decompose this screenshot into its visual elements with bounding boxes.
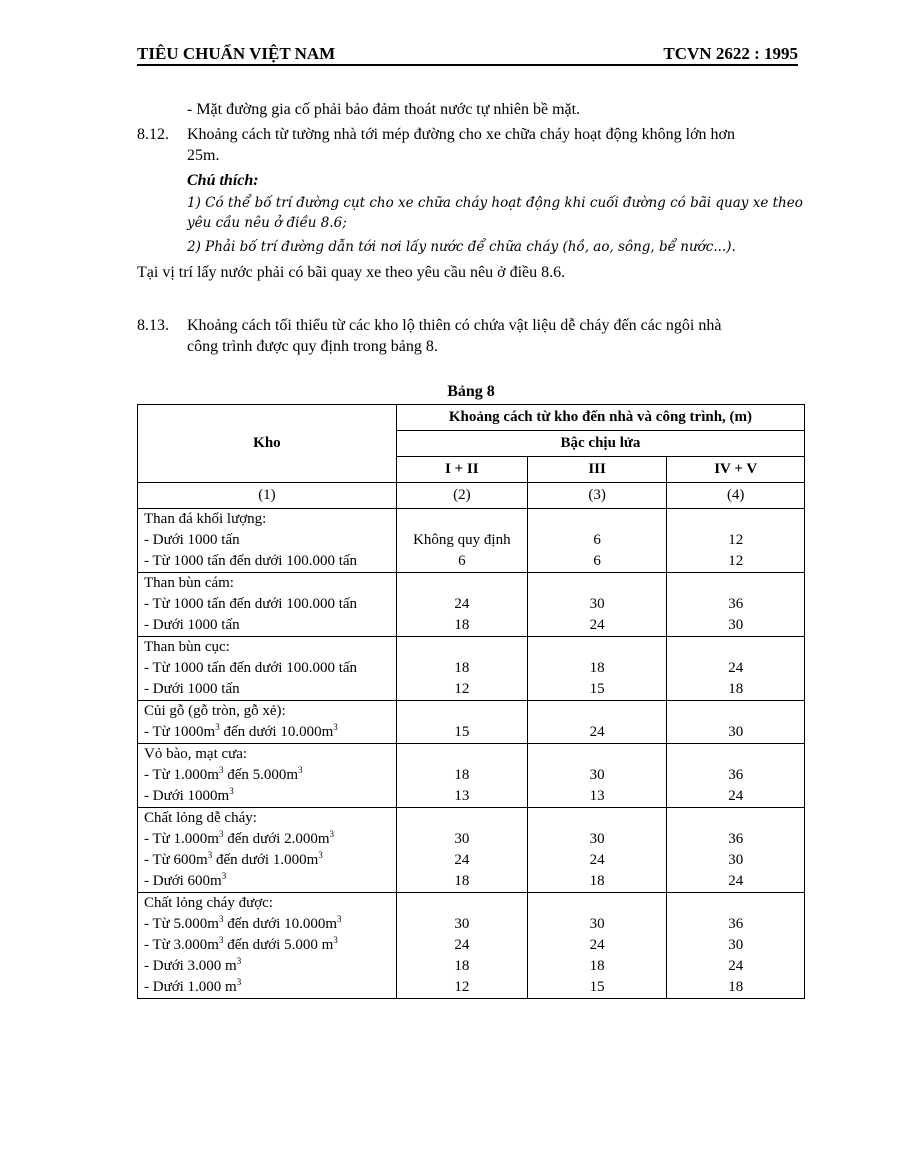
distance-value: 36 — [728, 916, 744, 932]
note-title: Chú thích: — [187, 172, 259, 189]
distance-value: 18 — [589, 958, 605, 974]
distance-value: 6 — [593, 532, 601, 548]
distance-value: 6 — [458, 553, 466, 569]
distance-value: 30 — [589, 596, 605, 612]
distance-value: 36 — [728, 767, 744, 783]
distance-value: 12 — [454, 681, 470, 697]
storage-type-cell — [138, 808, 397, 893]
distance-value: 24 — [589, 852, 605, 868]
storage-group-title: Than bùn cám: — [144, 575, 234, 591]
storage-row-label: - Dưới $600m^3$ — [144, 871, 227, 889]
distance-value: 18 — [454, 958, 470, 974]
table-row — [138, 893, 805, 999]
distance-value: 30 — [589, 831, 605, 847]
distance-value: 24 — [454, 937, 470, 953]
distance-value: 30 — [728, 724, 744, 740]
intro-bullet: - Mặt đường gia cố phải bảo đảm thoát nước tự nhiên bề mặt. — [187, 101, 581, 118]
storage-group-title: Than đá khối lượng: — [144, 511, 267, 527]
storage-group-title: Chất lỏng dễ cháy: — [144, 810, 257, 826]
distance-value: 18 — [454, 660, 470, 676]
table-row — [138, 744, 805, 808]
table-row — [138, 808, 805, 893]
storage-row-label: - Dưới 1.000 $m^3$ — [144, 977, 242, 995]
distance-value: 18 — [454, 617, 470, 633]
storage-type-cell — [138, 509, 397, 573]
storage-row-label: - Dưới 1000 tấn — [144, 532, 240, 548]
distance-value: 30 — [728, 617, 744, 633]
header-fire-rating: Bậc chịu lửa — [396, 431, 804, 457]
distance-value: 24 — [728, 788, 744, 804]
section-8-13-text-1: Khoảng cách tối thiểu từ các kho lộ thiên có chứa vật liệu dễ cháy đến các ngôi nhà — [187, 317, 722, 334]
header-rule — [137, 64, 798, 66]
distance-value: 30 — [589, 916, 605, 932]
distance-value-cell — [396, 808, 527, 893]
distance-value: 6 — [593, 553, 601, 569]
index-cell-4: (4) — [667, 483, 805, 509]
distance-value: 12 — [454, 979, 470, 995]
distance-value: 24 — [589, 617, 605, 633]
storage-row-label: - Dưới $1000m^3$ — [144, 786, 234, 804]
distance-value: 18 — [454, 767, 470, 783]
distance-value: 24 — [728, 958, 744, 974]
note-2: 2) Phải bố trí đường dẫn tới nơi lấy nước để chữa cháy (hồ, ao, sông, bể nước...). — [187, 239, 736, 255]
distance-value: 18 — [589, 873, 605, 889]
distance-value: 15 — [454, 724, 470, 740]
distance-value: 30 — [728, 937, 744, 953]
storage-row-label: - Từ 1000 tấn đến dưới 100.000 tấn — [144, 553, 358, 569]
distance-value-cell — [527, 701, 667, 744]
storage-type-cell — [138, 637, 397, 701]
storage-group-title: Chất lỏng cháy được: — [144, 895, 273, 911]
distance-value: 18 — [589, 660, 605, 676]
storage-type-cell — [138, 744, 397, 808]
distance-value-cell — [396, 509, 527, 573]
distance-value: 24 — [589, 937, 605, 953]
distance-value: 18 — [728, 979, 744, 995]
distance-value-cell — [527, 573, 667, 637]
distance-value: 36 — [728, 831, 744, 847]
table-row — [138, 701, 805, 744]
distance-value-cell — [527, 637, 667, 701]
storage-group-title: Than bùn cục: — [144, 639, 230, 655]
section-8-12-text-2: 25m. — [187, 147, 220, 164]
storage-row-label: - Từ 1000 tấn đến dưới 100.000 tấn — [144, 596, 358, 612]
distance-value-cell — [396, 701, 527, 744]
header-title: TIÊU CHUẨN VIỆT NAM — [137, 44, 336, 63]
table-row — [138, 637, 805, 701]
note-1-line-2: yêu cầu nêu ở điều 8.6; — [187, 215, 347, 231]
distance-value: 24 — [589, 724, 605, 740]
header-col-4-5: IV + V — [667, 457, 805, 483]
header-col-1-2: I + II — [396, 457, 527, 483]
table-caption: Bảng 8 — [447, 383, 495, 400]
distance-value: 12 — [728, 532, 744, 548]
distance-value: 24 — [454, 852, 470, 868]
storage-row-label: - Từ $1.000m^3$ đến $5.000m^3$ — [144, 765, 303, 783]
distance-value-cell — [396, 637, 527, 701]
header-col-3: III — [527, 457, 667, 483]
distance-value: 15 — [589, 979, 605, 995]
distance-value-cell — [667, 573, 805, 637]
distance-value-cell — [527, 893, 667, 999]
storage-row-label: - Dưới 1000 tấn — [144, 681, 240, 697]
storage-type-cell — [138, 893, 397, 999]
distance-value-cell — [667, 744, 805, 808]
distance-value-cell — [527, 808, 667, 893]
distance-value: 24 — [454, 596, 470, 612]
section-8-13-number: 8.13. — [137, 317, 169, 334]
index-cell-2: (2) — [396, 483, 527, 509]
storage-group-title: Củi gỗ (gỗ tròn, gỗ xẻ): — [144, 703, 286, 719]
distance-value-cell — [396, 573, 527, 637]
distance-value: 18 — [728, 681, 744, 697]
storage-row-label: - Từ 1000 tấn đến dưới 100.000 tấn — [144, 660, 358, 676]
distance-value: 30 — [454, 831, 470, 847]
header-kho: Kho — [138, 405, 397, 483]
distance-value: 24 — [728, 873, 744, 889]
distance-value-cell — [667, 701, 805, 744]
storage-row-label: - Từ $3.000m^3$ đến dưới 5.000 $m^3$ — [144, 935, 338, 953]
distance-value: 12 — [728, 553, 744, 569]
storage-group-title: Vỏ bào, mạt cưa: — [144, 746, 248, 762]
distance-value: 24 — [728, 660, 744, 676]
distance-value: 36 — [728, 596, 744, 612]
index-cell-1: (1) — [138, 483, 397, 509]
section-8-13-text-2: công trình được quy định trong bảng 8. — [187, 338, 438, 355]
storage-row-label: - Dưới 3.000 $m^3$ — [144, 956, 242, 974]
distance-value-cell — [396, 744, 527, 808]
distance-value-cell — [667, 808, 805, 893]
section-8-12-number: 8.12. — [137, 126, 169, 143]
distance-table — [137, 404, 805, 999]
storage-type-cell — [138, 573, 397, 637]
distance-value-cell — [667, 509, 805, 573]
after-note-text: Tại vị trí lấy nước phải có bãi quay xe theo yêu cầu nêu ở điều 8.6. — [137, 264, 566, 281]
header-standard-code: TCVN 2622 : 1995 — [663, 44, 798, 63]
storage-row-label: - Từ $600m^3$ đến dưới $1.000m^3$ — [144, 850, 323, 868]
storage-type-cell — [138, 701, 397, 744]
index-cell-3: (3) — [527, 483, 667, 509]
section-8-12-text-1: Khoảng cách từ tường nhà tới mép đường cho xe chữa cháy hoạt động không lớn hơn — [187, 126, 735, 143]
distance-value-cell — [527, 509, 667, 573]
distance-value: Không quy định — [413, 532, 511, 548]
distance-value: 30 — [454, 916, 470, 932]
storage-row-label: - Từ $1.000m^3$ đến dưới $2.000m^3$ — [144, 829, 334, 847]
distance-value: 30 — [589, 767, 605, 783]
storage-row-label: - Từ $1000m^3$ đến dưới $10.000m^3$ — [144, 722, 338, 740]
table-row — [138, 509, 805, 573]
distance-value-cell — [527, 744, 667, 808]
distance-value: 18 — [454, 873, 470, 889]
distance-value: 30 — [728, 852, 744, 868]
distance-value-cell — [667, 637, 805, 701]
distance-value: 13 — [454, 788, 470, 804]
distance-value: 15 — [589, 681, 605, 697]
distance-value-cell — [667, 893, 805, 999]
storage-row-label: - Từ $5.000m^3$ đến dưới $10.000m^3$ — [144, 914, 342, 932]
table-row — [138, 573, 805, 637]
distance-value: 13 — [589, 788, 605, 804]
note-1-line-1: 1) Có thể bố trí đường cụt cho xe chữa cháy hoạt động khi cuối đường có bãi quay xe theo — [187, 195, 803, 211]
header-distance: Khoảng cách từ kho đến nhà và công trình, (m) — [396, 405, 804, 431]
storage-row-label: - Dưới 1000 tấn — [144, 617, 240, 633]
distance-value-cell — [396, 893, 527, 999]
